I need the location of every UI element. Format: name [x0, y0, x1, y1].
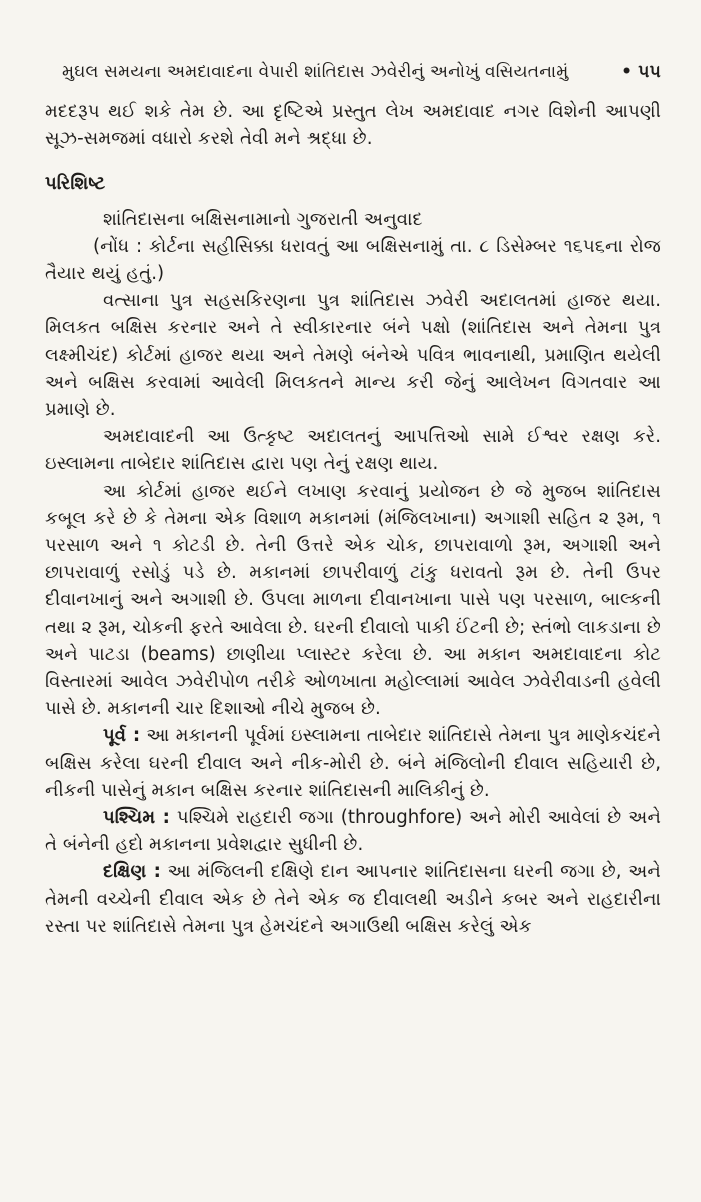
running-header — [62, 62, 661, 82]
paragraph-1: વત્સાના પુત્ર સહસકિરણના પુત્ર શાંતિદાસ ઝવેરી અદાલતમાં હાજર થયા. મિલકત બક્ષિસ કરનાર અને તે સ્વીકારનાર બંને પક્ષો (શાંતિદાસ અને તેમના પુત્ર લક્ષ્મીચંદ) કોર્ટમાં હાજર થયા અને તેમણે બંનેએ પવિત્ર ભાવનાથી, પ્રમાણિત થયેલી અને બક્ષિસ કરવામાં આવેલી મિલકતને માન્ય કરી જેનું આલેખન વિગતવાર આ પ્રમાણે છે. — [45, 290, 661, 421]
south-text: આ મંજિલની દક્ષિણે દાન આપનાર શાંતિદાસના ઘરની જગા છે, અને તેમની વચ્ચેની દીવાલ એક છે તેને એક જ દીવાલથી અડીને કબર અને રાહદારીના રસ્તા પર શાંતિદાસે તેમના પુત્ર હેમચંદને અગાઉથી બક્ષિસ કરેલું એક — [45, 861, 661, 937]
west-text: પશ્ચિમે રાહદારી જગા (throughfore) અને મોરી આવેલાં છે અને તે બંનેની હદો મકાનના પ્રવેશદ્વાર સુધીની છે. — [45, 807, 661, 856]
paragraph-3: આ કોર્ટમાં હાજર થઈને લખાણ કરવાનું પ્રયોજન છે જે મુજબ શાંતિદાસ કબૂલ કરે છે કે તેમના એક વિશાળ મકાનમાં (મંજિલખાના) અગાશી સહિત ૨ રૂમ, ૧ પરસાળ અને ૧ કોટડી છે. તેની ઉત્તરે એક ચોક, છાપરાવાળો રૂમ, અગાશી અને છાપરાવાળું રસોડું પડે છે. મકાનમાં છાપરીવાળું ટાંકુ ધરાવતો રૂમ છે. તેની ઉપર દીવાનખાનું અને અગાશી છે. ઉપલા માળના દીવાનખાના પાસે પણ પરસાળ, બાલ્કની તથા ૨ રૂમ, ચોકની ફરતે આવેલા છે. ઘરની દીવાલો પાકી ઈંટની છે; સ્તંભો લાકડાના છે અને પાટડા (beams) છાણીયા પ્લાસ્ટર કરેલા છે. આ મકાન અમદાવાદના કોટ વિસ્તારમાં આવેલ ઝવેરીપોળ તરીકે ઓળખાતા મહોલ્લામાં આવેલ ઝવેરીવાડની હવેલી પાસે છે. મકાનની ચાર દિશાઓ નીચે મુજબ છે. — [45, 480, 661, 720]
page-body — [45, 98, 661, 940]
east-direction-paragraph — [45, 722, 661, 804]
south-label: દક્ષિણ : — [103, 861, 161, 883]
paragraph-2: અમદાવાદની આ ઉત્કૃષ્ટ અદાલતનું આપત્તિઓ સામે ઈશ્વર રક્ષણ કરે. ઇસ્લામના તાબેદાર શાંતિદાસ દ્વારા પણ તેનું રક્ષણ થાય. — [45, 426, 661, 475]
appendix-heading: પરિશિષ્ટ — [45, 173, 106, 195]
page-number: • ૫૫ — [621, 62, 661, 82]
south-direction-paragraph — [45, 858, 661, 940]
appendix-subtitle: શાંતિદાસના બક્ષિસનામાનો ગુજરાતી અનુવાદ — [103, 208, 423, 230]
east-label: પૂર્વ : — [103, 725, 141, 747]
intro-paragraph: મદદરૂપ થઈ શકે તેમ છે. આ દૃષ્ટિએ પ્રસ્તુત લેખ અમદાવાદ નગર વિશેની આપણી સૂઝ-સમજમાં વધારો કરશે તેવી મને શ્રદ્ધા છે. — [45, 101, 661, 150]
running-title: મુઘલ સમયના અમદાવાદના વેપારી શાંતિદાસ ઝવેરીનું અનોખું વસિયતનામું — [62, 62, 569, 82]
appendix-note: (નોંધ : કોર્ટના સહીસિક્કા ધરાવતું આ બક્ષિસનામું તા. ૮ ડિસેમ્બર ૧૬૫૬ના રોજ તૈયાર થયું હતું.) — [45, 235, 661, 285]
west-label: પશ્ચિમ : — [103, 807, 170, 829]
east-text: આ મકાનની પૂર્વમાં ઇસ્લામના તાબેદાર શાંતિદાસે તેમના પુત્ર માણેકચંદને બક્ષિસ કરેલા ઘરની દીવાલ અને નીક-મોરી છે. બંને મંજિલોની દીવાલ સહિયારી છે, નીકની પાસેનું મકાન બક્ષિસ કરનાર શાંતિદાસની માલિકીનું છે. — [45, 725, 661, 801]
west-direction-paragraph — [45, 804, 661, 858]
